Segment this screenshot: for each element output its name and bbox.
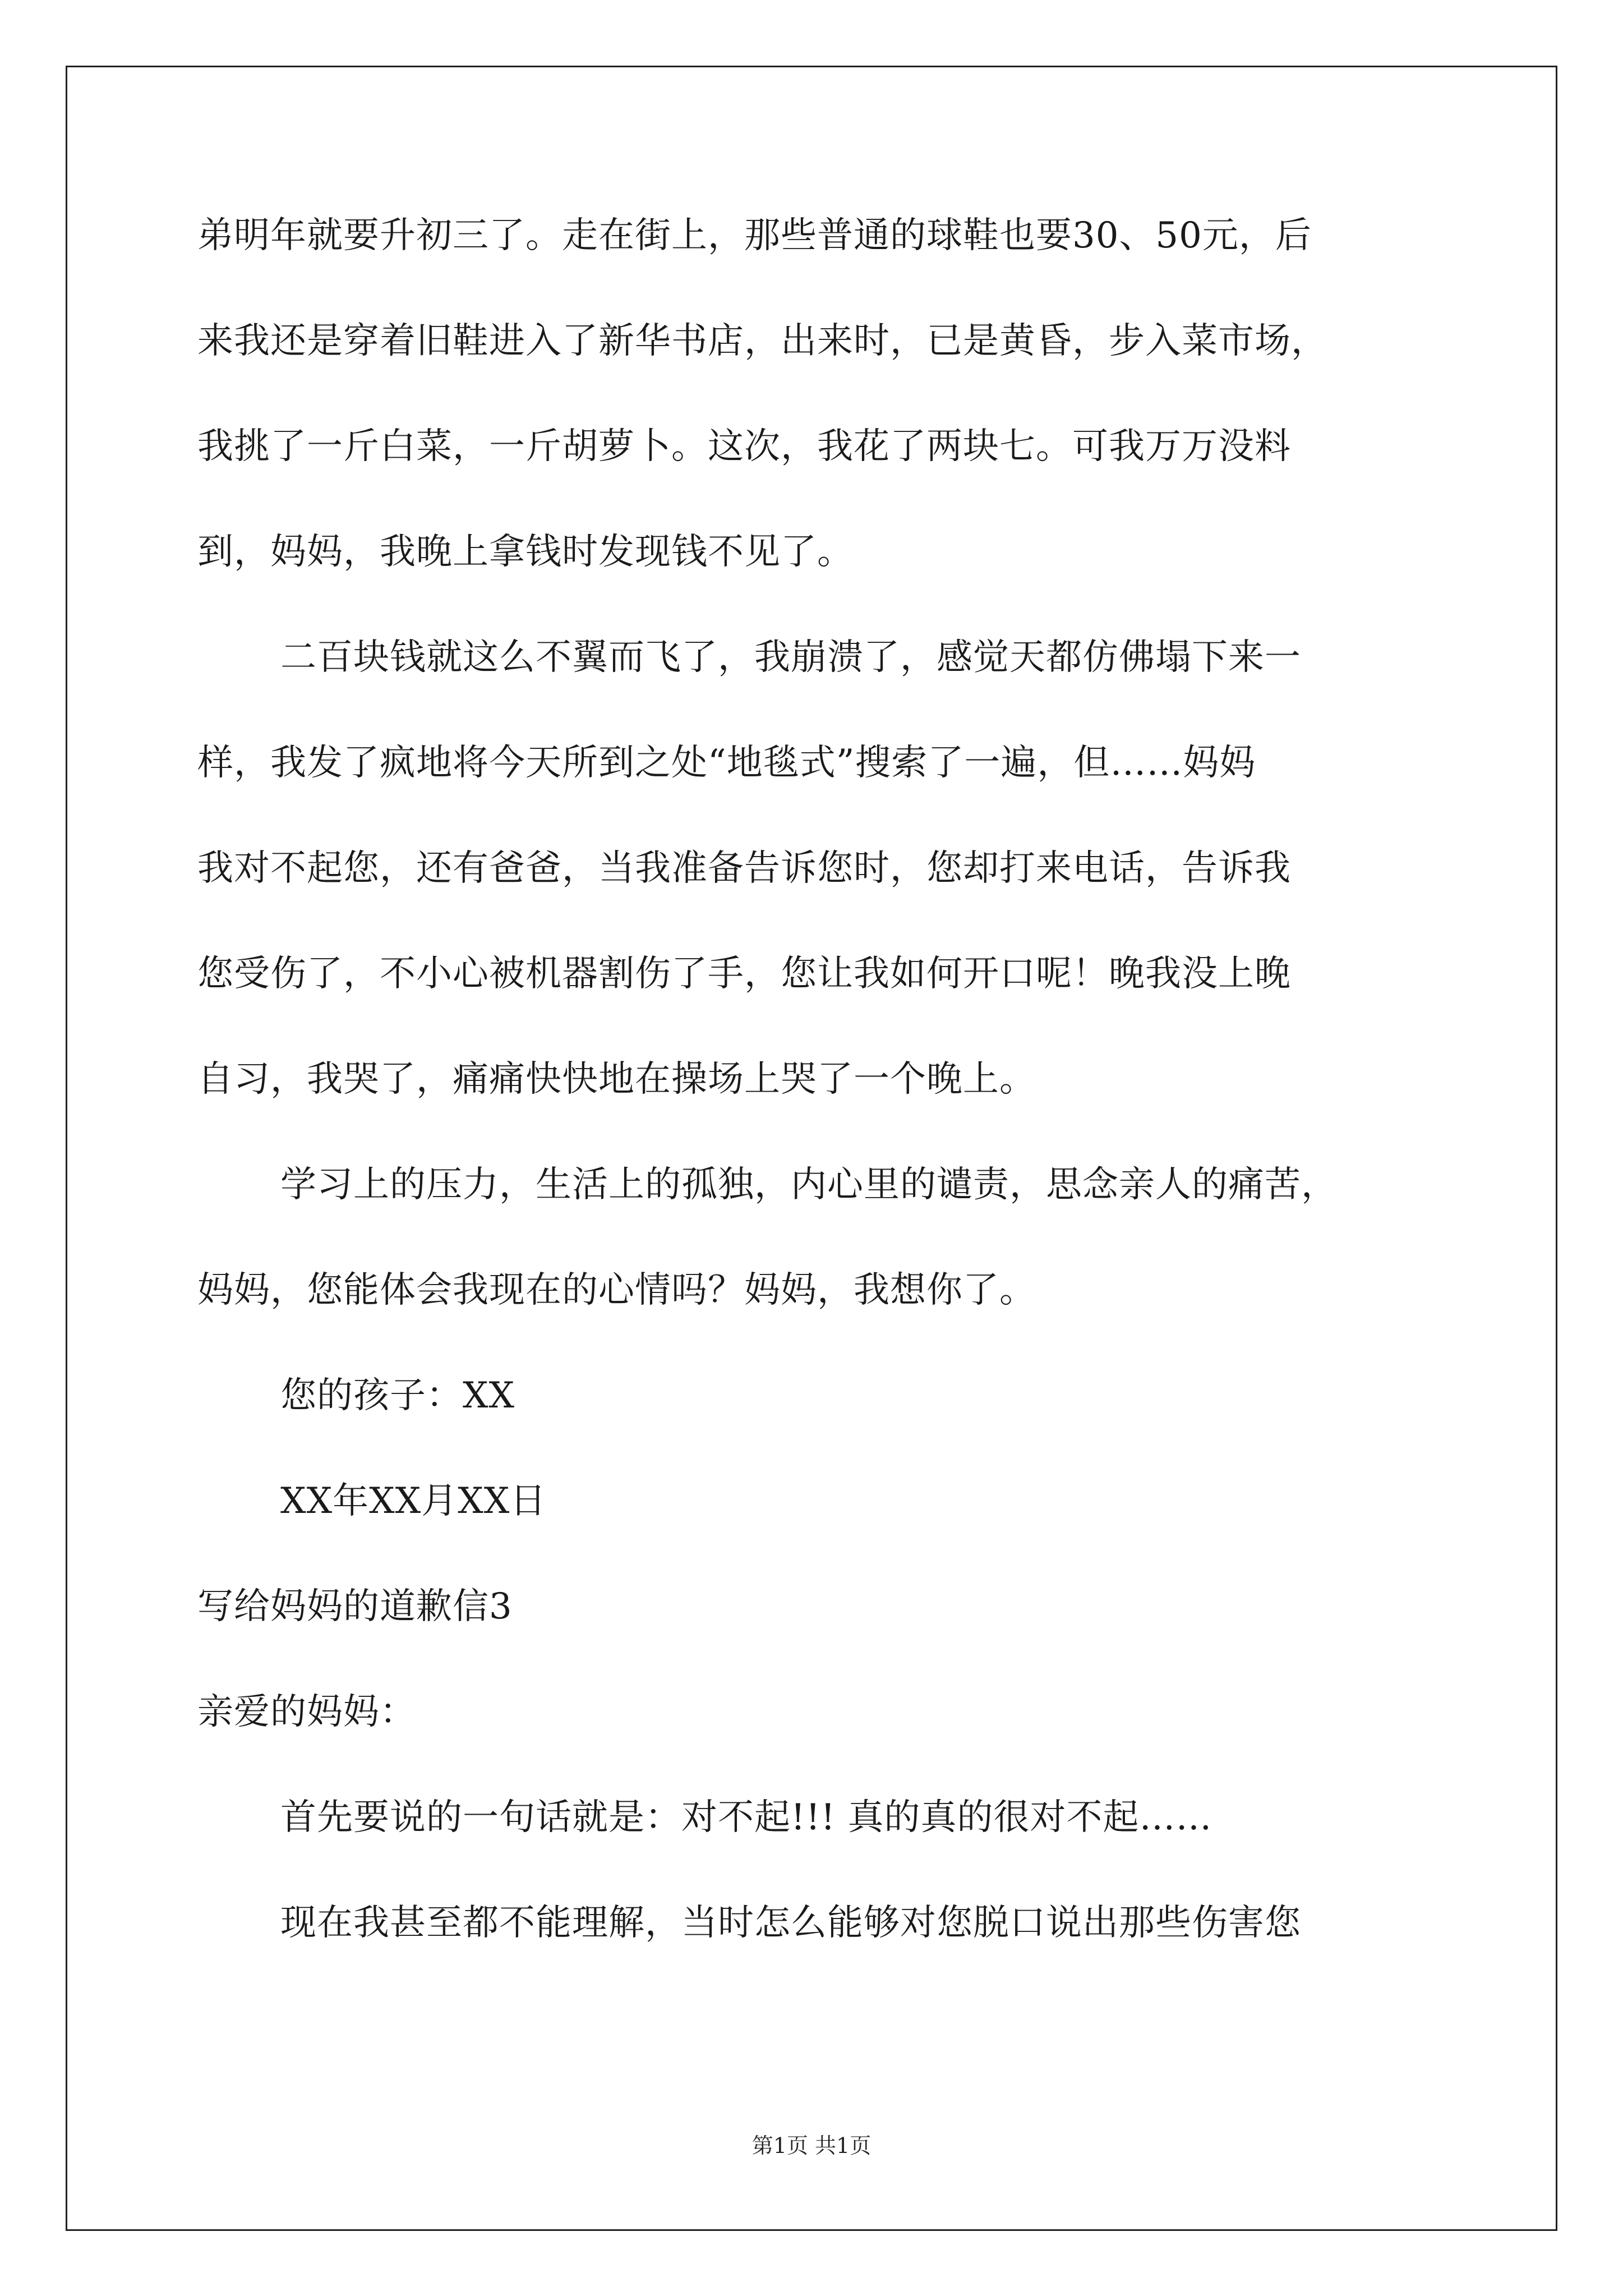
text-line: 自习，我哭了，痛痛快快地在操场上哭了一个晚上。: [197, 1059, 1036, 1100]
section-title: 写给妈妈的道歉信3: [197, 1586, 513, 1627]
text-line: 我挑了一斤白菜，一斤胡萝卜。这次，我花了两块七。可我万万没料: [197, 426, 1291, 467]
text-line: 我对不起您，还有爸爸，当我准备告诉您时，您却打来电话，告诉我: [197, 848, 1291, 889]
text-line: 您受伤了，不小心被机器割伤了手，您让我如何开口呢！晚我没上晚: [197, 953, 1291, 995]
text-line: 二百块钱就这么不翼而飞了，我崩溃了，感觉天都仿佛塌下来一: [280, 637, 1301, 678]
signature-line: 您的孩子：XX: [280, 1375, 515, 1416]
date-line: XX年XX月XX日: [280, 1480, 547, 1522]
text-line: 弟明年就要升初三了。走在街上，那些普通的球鞋也要30、50元，后: [197, 215, 1312, 256]
text-line: 现在我甚至都不能理解，当时怎么能够对您脱口说出那些伤害您: [280, 1902, 1301, 1944]
text-line: 到，妈妈，我晚上拿钱时发现钱不见了。: [197, 531, 854, 573]
text-line: 学习上的压力，生活上的孤独，内心里的谴责，思念亲人的痛苦，: [280, 1164, 1338, 1205]
text-line: 样，我发了疯地将今天所到之处“地毯式”搜索了一遍，但……妈妈: [197, 742, 1256, 784]
page-footer: 第1页 共1页: [751, 2133, 872, 2158]
text-line: 妈妈，您能体会我现在的心情吗？妈妈，我想你了。: [197, 1269, 1036, 1311]
text-line: 首先要说的一句话就是：对不起!!! 真的真的很对不起……: [280, 1797, 1212, 1838]
text-line: 来我还是穿着旧鞋进入了新华书店，出来时，已是黄昏，步入菜市场，: [197, 320, 1327, 362]
salutation: 亲爱的妈妈：: [197, 1691, 416, 1733]
